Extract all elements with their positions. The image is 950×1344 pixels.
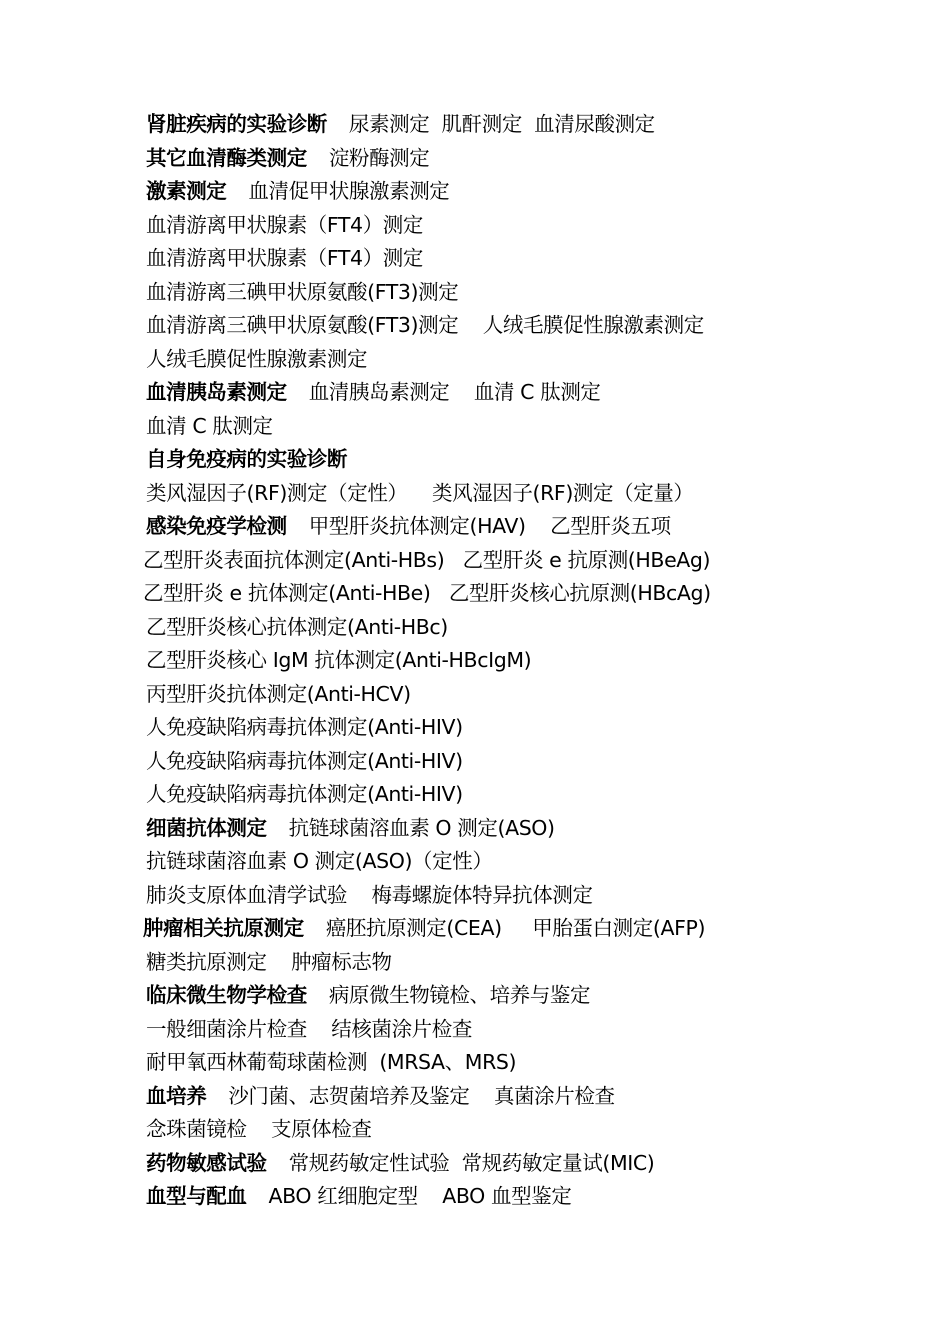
text-line bbox=[146, 376, 926, 410]
line-text: 乙型肝炎核心抗体测定(Anti-HBc) bbox=[146, 614, 448, 639]
line-text: 人绒毛膜促性腺激素测定 bbox=[146, 346, 368, 371]
line-text: 人免疫缺陷病毒抗体测定(Anti-HIV) bbox=[146, 782, 463, 806]
section-heading: 其它血清酶类测定 bbox=[146, 145, 307, 170]
text-line bbox=[146, 1046, 926, 1080]
line-text: 血清游离甲状腺素（FT4）测定 bbox=[146, 246, 423, 270]
line-text: 耐甲氧西林葡萄球菌检测 (MRSA、MRS) bbox=[146, 1050, 517, 1074]
text-line bbox=[143, 577, 926, 611]
line-text: 沙门菌、志贺菌培养及鉴定 真菌涂片检查 bbox=[228, 1083, 615, 1108]
text-line bbox=[146, 242, 926, 276]
line-text: 糖类抗原测定 肿瘤标志物 bbox=[146, 949, 392, 974]
line-text: 血清游离三碘甲状原氨酸(FT3)测定 人绒毛膜促性腺激素测定 bbox=[146, 313, 704, 337]
text-line bbox=[143, 544, 926, 578]
line-text: 血清游离甲状腺素（FT4）测定 bbox=[146, 212, 423, 237]
section-heading: 自身免疫病的实验诊断 bbox=[146, 447, 347, 471]
text-line bbox=[146, 1113, 926, 1147]
text-line bbox=[146, 343, 926, 377]
text-line bbox=[146, 678, 926, 712]
text-line bbox=[146, 142, 926, 176]
text-line bbox=[146, 1147, 926, 1181]
line-text: 淀粉酶测定 bbox=[328, 145, 430, 170]
text-line bbox=[146, 276, 926, 310]
text-line bbox=[146, 510, 926, 544]
text-line bbox=[146, 1080, 926, 1114]
line-text: 常规药敏定性试验 常规药敏定量试(MIC) bbox=[288, 1150, 655, 1175]
section-heading: 细菌抗体测定 bbox=[146, 815, 267, 840]
text-line bbox=[146, 879, 926, 913]
line-text: 尿素测定 肌酐测定 血清尿酸测定 bbox=[348, 112, 655, 136]
line-text: 类风湿因子(RF)测定（定性） 类风湿因子(RF)测定（定量） bbox=[146, 480, 694, 505]
text-line bbox=[146, 745, 926, 779]
text-line bbox=[146, 309, 926, 343]
text-line bbox=[146, 611, 926, 645]
section-heading: 激素测定 bbox=[146, 179, 227, 203]
line-text: 肺炎支原体血清学试验 梅毒螺旋体特异抗体测定 bbox=[146, 882, 593, 907]
section-heading: 感染免疫学检测 bbox=[146, 514, 287, 538]
text-line bbox=[146, 477, 926, 511]
text-line bbox=[146, 778, 926, 812]
line-text: 抗链球菌溶血素 O 测定(ASO)（定性） bbox=[146, 849, 493, 873]
line-text: 血清游离三碘甲状原氨酸(FT3)测定 bbox=[146, 279, 459, 304]
text-line bbox=[146, 1180, 926, 1214]
text-line bbox=[146, 1013, 926, 1047]
section-heading: 临床微生物学检查 bbox=[146, 983, 307, 1007]
text-line bbox=[146, 443, 926, 477]
text-line bbox=[146, 979, 926, 1013]
line-text: 甲型肝炎抗体测定(HAV) 乙型肝炎五项 bbox=[308, 514, 671, 538]
text-line bbox=[146, 711, 926, 745]
text-line bbox=[146, 108, 926, 142]
line-text: 念珠菌镜检 支原体检查 bbox=[146, 1117, 372, 1141]
section-heading: 肾脏疾病的实验诊断 bbox=[146, 112, 327, 136]
line-text: 乙型肝炎 e 抗体测定(Anti-HBe) 乙型肝炎核心抗原测(HBcAg) bbox=[143, 581, 711, 605]
line-text: 人免疫缺陷病毒抗体测定(Anti-HIV) bbox=[146, 748, 463, 773]
text-line bbox=[146, 209, 926, 243]
text-line bbox=[146, 175, 926, 209]
text-line bbox=[146, 644, 926, 678]
section-heading: 血培养 bbox=[146, 1083, 207, 1108]
section-heading: 药物敏感试验 bbox=[146, 1150, 267, 1175]
text-line bbox=[146, 845, 926, 879]
text-line bbox=[146, 812, 926, 846]
line-text: 乙型肝炎表面抗体测定(Anti-HBs) 乙型肝炎 e 抗原测(HBeAg) bbox=[143, 547, 711, 572]
line-text: 癌胚抗原测定(CEA) 甲胎蛋白测定(AFP) bbox=[325, 916, 706, 940]
line-text: 丙型肝炎抗体测定(Anti-HCV) bbox=[146, 681, 411, 706]
text-line bbox=[146, 410, 926, 444]
line-text: 病原微生物镜检、培养与鉴定 bbox=[328, 983, 591, 1007]
text-line bbox=[143, 912, 926, 946]
line-text: 血清胰岛素测定 血清 C 肽测定 bbox=[308, 380, 601, 404]
line-text: 人免疫缺陷病毒抗体测定(Anti-HIV) bbox=[146, 715, 463, 739]
section-heading: 肿瘤相关抗原测定 bbox=[143, 916, 304, 940]
section-heading: 血型与配血 bbox=[146, 1184, 247, 1208]
line-text: 血清促甲状腺激素测定 bbox=[248, 179, 450, 203]
line-text: 乙型肝炎核心 IgM 抗体测定(Anti-HBcIgM) bbox=[146, 648, 532, 672]
document-page bbox=[143, 108, 926, 1214]
text-line bbox=[146, 946, 926, 980]
line-text: ABO 红细胞定型 ABO 血型鉴定 bbox=[268, 1184, 572, 1208]
line-text: 抗链球菌溶血素 O 测定(ASO) bbox=[288, 815, 555, 840]
section-heading: 血清胰岛素测定 bbox=[146, 380, 287, 404]
line-text: 血清 C 肽测定 bbox=[146, 413, 273, 438]
line-text: 一般细菌涂片检查 结核菌涂片检查 bbox=[146, 1016, 472, 1041]
